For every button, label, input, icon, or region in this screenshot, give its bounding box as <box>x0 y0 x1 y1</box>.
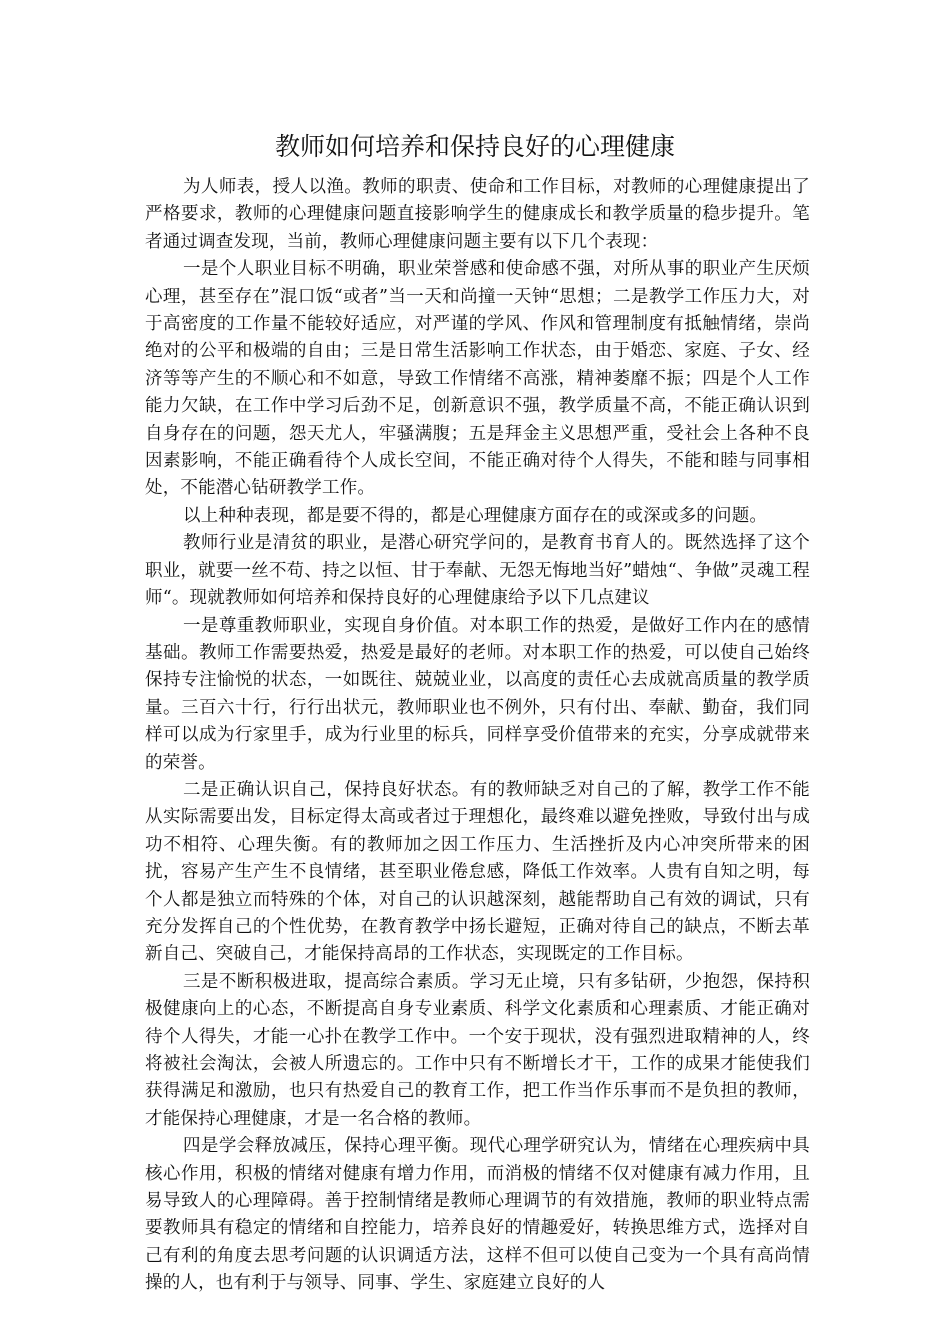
document-body <box>145 174 810 1298</box>
paragraph-problems: 一是个人职业目标不明确，职业荣誉感和使命感不强，对所从事的职业产生厌烦心理，甚至存在”混口饭“或者”当一天和尚撞一天钟“思想；二是教学工作压力大，对于高密度的工作量不能较好适应，对严谨的学风、作风和管理制度有抵触情绪，崇尚绝对的公平和极端的自由；三是日常生活影响工作状态，由于婚恋、家庭、子女、经济等等产生的不顺心和不如意，导致工作情绪不高涨，精神萎靡不振；四是个人工作能力欠缺，在工作中学习后劲不足，创新意识不强，教学质量不高，不能正确认识到自身存在的问题，怨天尤人，牢骚满腹；五是拜金主义思想严重，受社会上各种不良因素影响，不能正确看待个人成长空间，不能正确对待个人得失，不能和睦与同事相处，不能潜心钻研教学工作。 <box>145 259 810 499</box>
paragraph-intro: 为人师表，授人以渔。教师的职责、使命和工作目标，对教师的心理健康提出了严格要求，教师的心理健康问题直接影响学生的健康成长和教学质量的稳步提升。笔者通过调查发现，当前，教师心理健康问题主要有以下几个表现： <box>145 177 810 252</box>
document-title: 教师如何培养和保持良好的心理健康 <box>274 132 675 161</box>
paragraph-suggestion-2: 二是正确认识自己，保持良好状态。有的教师缺乏对自己的了解，教学工作不能从实际需要出发，目标定得太高或者过于理想化，最终难以避免挫败，导致付出与成功不相符、心理失衡。有的教师加之因工作压力、生活挫折及内心冲突所带来的困扰，容易产生产生不良情绪，甚至职业倦怠感，降低工作效率。人贵有自知之明，每个人都是独立而特殊的个体，对自己的认识越深刻，越能帮助自己有效的调试，只有充分发挥自己的个性优势，在教育教学中扬长避短，正确对待自己的缺点，不断去革新自己、突破自己，才能保持高昂的工作状态，实现既定的工作目标。 <box>145 779 810 965</box>
paragraph-suggestion-1: 一是尊重教师职业，实现自身价值。对本职工作的热爱，是做好工作内在的感情基础。教师工作需要热爱，热爱是最好的老师。对本职工作的热爱，可以使自己始终保持专注愉悦的状态，一如既往、兢兢业业，以高度的责任心去成就高质量的教学质量。三百六十行，行行出状元，教师职业也不例外，只有付出、奉献、勤奋，我们同样可以成为行家里手，成为行业里的标兵，同样享受价值带来的充实，分享成就带来的荣誉。 <box>145 615 810 773</box>
paragraph-suggestion-3: 三是不断积极进取，提高综合素质。学习无止境，只有多钻研，少抱怨，保持积极健康向上的心态，不断提高自身专业素质、科学文化素质和心理素质、才能正确对待个人得失，才能一心扑在教学工作中。一个安于现状，没有强烈进取精神的人，终将被社会淘汰，会被人所遗忘的。工作中只有不断增长才干，工作的成果才能使我们获得满足和激励，也只有热爱自己的教育工作，把工作当作乐事而不是负担的教师，才能保持心理健康，才是一名合格的教师。 <box>145 971 810 1129</box>
paragraph-suggestion-4: 四是学会释放减压，保持心理平衡。现代心理学研究认为，情绪在心理疾病中具核心作用，积极的情绪对健康有增力作用，而消极的情绪不仅对健康有减力作用，且易导致人的心理障碍。善于控制情绪是教师心理调节的有效措施，教师的职业特点需要教师具有稳定的情绪和自控能力，培养良好的情趣爱好，转换思维方式，选择对自己有利的角度去思考问题的认识调适方法，这样不但可以使自己变为一个具有高尚情操的人，也有利于与领导、同事、学生、家庭建立良好的人 <box>145 1136 810 1294</box>
paragraph-profession: 教师行业是清贫的职业，是潜心研究学问的，是教育书育人的。既然选择了这个职业，就要一丝不苟、持之以恒、甘于奉献、无怨无悔地当好”蜡烛“、争做”灵魂工程师“。现就教师如何培养和保持良好的心理健康给予以下几点建议 <box>145 533 810 609</box>
paragraph-summary: 以上种种表现，都是要不得的，都是心理健康方面存在的或深或多的问题。 <box>183 505 768 526</box>
